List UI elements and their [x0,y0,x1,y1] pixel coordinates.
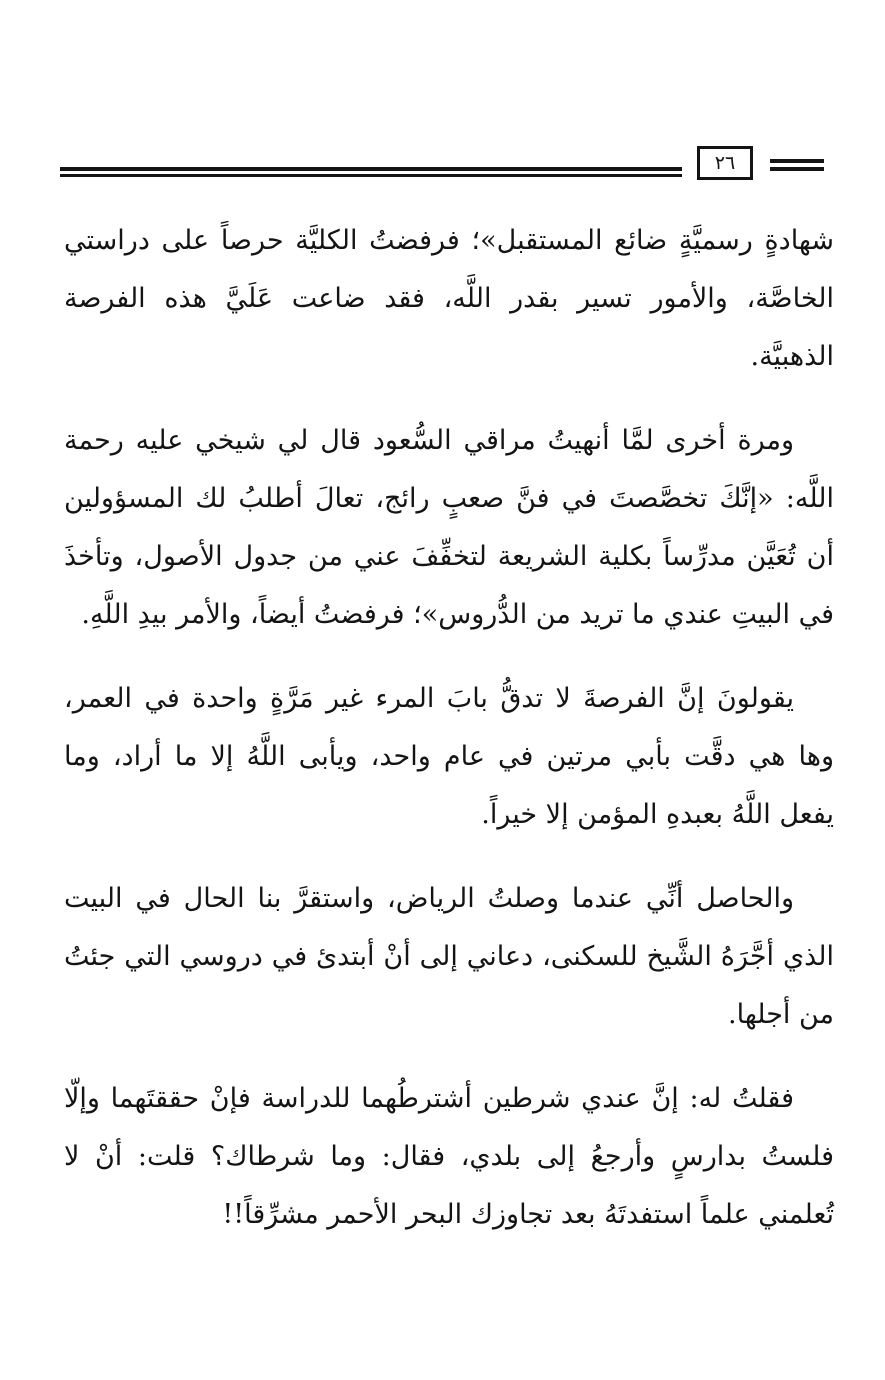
page-number-box [697,146,753,180]
header-rule-short [770,167,824,171]
paragraph: والحاصل أنِّي عندما وصلتُ الرياض، واستقرَّ بنا الحال في البيت الذي أجَّرَهُ الشَّيخ للسكنى، دعاني إلى أنْ أبتدئ في دروسي التي جئتُ من أجلها. [64,883,834,1030]
paragraph: ومرة أخرى لمَّا أنهيتُ مراقي السُّعود قال لي شيخي عليه رحمة اللَّه: «إنَّكَ تخصَّصتَ في فنَّ صعبٍ رائج، تعالَ أطلبُ لك المسؤولين أن تُعَيَّن مدرِّساً بكلية الشريعة لتخفِّفَ عني من جدول الأصول، وتأخذَ في البيتِ عندي ما تريد من الدُّروس»؛ فرفضتُ أيضاً، والأمر بيدِ اللَّهِ. [64,425,834,630]
header-rule-long [60,167,682,171]
header-rule-long [60,174,682,177]
page-header [0,140,885,190]
paragraph: شهادةٍ رسميَّةٍ ضائع المستقبل»؛ فرفضتُ الكليَّة حرصاً على دراستي الخاصَّة، والأمور تسير بقدر اللَّه، فقد ضاعت عَلَيَّ هذه الفرصة الذهبيَّة. [64,225,834,372]
header-rule-short [770,159,824,163]
page-number: ٢٦ [714,151,736,174]
body-text [64,212,834,1270]
paragraph: فقلتُ له: إنَّ عندي شرطين أشترطُهما للدراسة فإنْ حققتَهما وإلّا فلستُ بدارسٍ وأرجعُ إلى بلدي، فقال: وما شرطاك؟ قلت: أنْ لا تُعلمني علماً استفدتَهُ بعد تجاوزك البحر الأحمر مشرِّقاً!! [64,1083,834,1230]
paragraph: يقولونَ إنَّ الفرصةَ لا تدقُّ بابَ المرء غير مَرَّةٍ واحدة في العمر، وها هي دقَّت بأبي مرتين في عام واحد، ويأبى اللَّهُ إلا ما أراد، وما يفعل اللَّهُ بعبدهِ المؤمن إلا خيراً. [64,683,834,830]
